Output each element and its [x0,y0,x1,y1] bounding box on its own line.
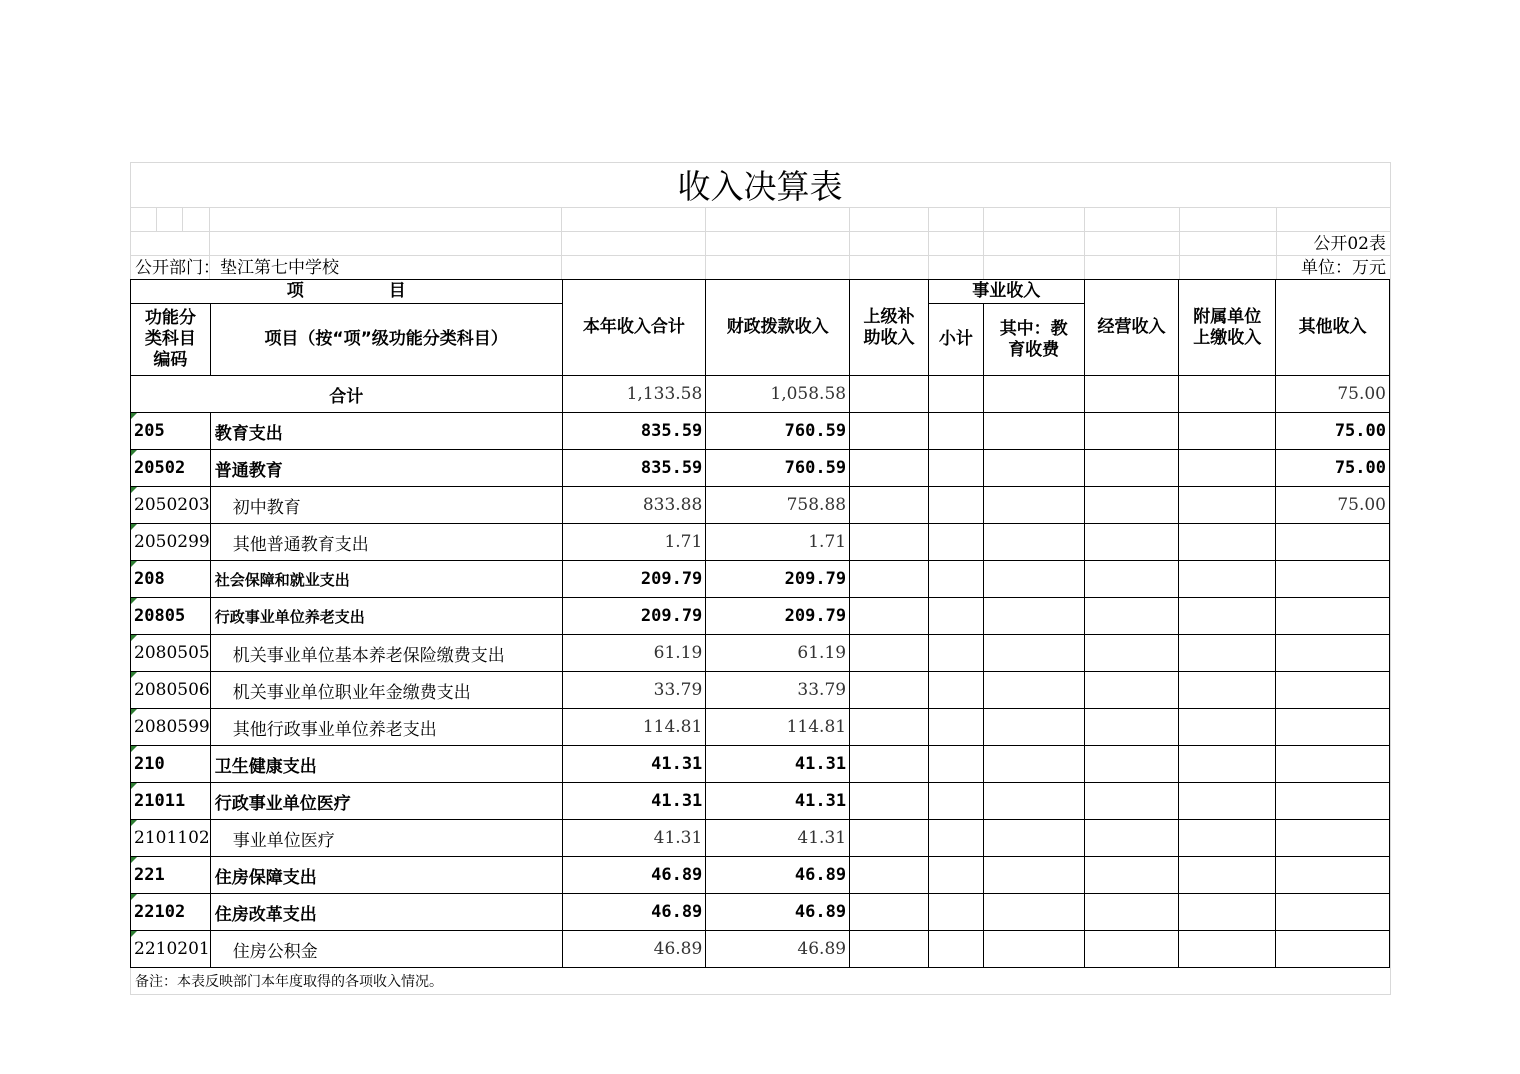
row-name: 教育支出 [210,413,562,450]
row-subtotal [928,450,983,487]
header-business: 经营收入 [1084,280,1179,376]
row-total: 33.79 [562,672,706,709]
row-code: 2050203 [131,487,211,524]
row-fiscal: 1.71 [706,524,850,561]
table-row [131,450,1390,487]
row-other [1276,561,1390,598]
row-total: 41.31 [562,746,706,783]
row-superior [850,413,929,450]
row-other [1276,598,1390,635]
row-code: 221 [131,857,211,894]
form-code: 公开02表 [1313,234,1386,254]
row-subtotal [928,709,983,746]
total-superior [850,376,929,413]
row-other: 75.00 [1276,450,1390,487]
row-fiscal: 46.89 [706,931,850,968]
table-row [131,413,1390,450]
row-subtotal [928,746,983,783]
gridline [156,207,157,231]
row-code: 21011 [131,783,211,820]
row-superior [850,524,929,561]
row-affiliated [1179,709,1276,746]
row-edu-fee [983,672,1084,709]
row-edu-fee [983,413,1084,450]
row-code: 2080599 [131,709,211,746]
row-superior [850,561,929,598]
gridline [1179,207,1180,279]
row-superior [850,635,929,672]
row-fiscal: 209.79 [706,598,850,635]
row-edu-fee [983,450,1084,487]
row-edu-fee [983,635,1084,672]
row-other [1276,857,1390,894]
row-total: 61.19 [562,635,706,672]
row-business [1084,857,1179,894]
row-name: 其他普通教育支出 [210,524,562,561]
row-affiliated [1179,561,1276,598]
row-affiliated [1179,487,1276,524]
row-code: 20805 [131,598,211,635]
row-edu-fee [983,524,1084,561]
row-business [1084,635,1179,672]
row-subtotal [928,487,983,524]
row-subtotal [928,672,983,709]
row-fiscal: 33.79 [706,672,850,709]
row-other [1276,672,1390,709]
row-business [1084,746,1179,783]
row-code: 20502 [131,450,211,487]
gridline [130,207,1390,208]
unit-label: 单位：万元 [1301,258,1386,278]
row-fiscal: 760.59 [706,450,850,487]
row-name: 行政事业单位养老支出 [210,598,562,635]
row-fiscal: 209.79 [706,561,850,598]
header-name: 项目（按“项”级功能分类科目） [210,304,562,376]
row-fiscal: 758.88 [706,487,850,524]
row-name: 卫生健康支出 [210,746,562,783]
row-edu-fee [983,746,1084,783]
row-affiliated [1179,746,1276,783]
row-fiscal: 114.81 [706,709,850,746]
row-superior [850,857,929,894]
row-edu-fee [983,931,1084,968]
row-other [1276,635,1390,672]
row-code: 2210201 [131,931,211,968]
row-edu-fee [983,598,1084,635]
row-affiliated [1179,635,1276,672]
row-name: 机关事业单位基本养老保险缴费支出 [210,635,562,672]
row-name: 其他行政事业单位养老支出 [210,709,562,746]
row-code: 205 [131,413,211,450]
row-code: 2101102 [131,820,211,857]
total-label: 合计 [131,376,563,413]
row-affiliated [1179,857,1276,894]
row-superior [850,894,929,931]
row-business [1084,524,1179,561]
row-fiscal: 41.31 [706,746,850,783]
table-row [131,598,1390,635]
row-other [1276,783,1390,820]
table-row [131,857,1390,894]
row-total: 209.79 [562,598,706,635]
row-name: 社会保障和就业支出 [210,561,562,598]
row-subtotal [928,561,983,598]
total-other: 75.00 [1276,376,1390,413]
total-affiliated [1179,376,1276,413]
row-other: 75.00 [1276,487,1390,524]
row-business [1084,561,1179,598]
row-subtotal [928,413,983,450]
row-subtotal [928,820,983,857]
footnote: 备注：本表反映部门本年度取得的各项收入情况。 [135,974,443,990]
row-edu-fee [983,487,1084,524]
table-row [131,672,1390,709]
row-superior [850,783,929,820]
row-total: 209.79 [562,561,706,598]
header-career-group: 事业收入 [928,280,1084,304]
header-total: 本年收入合计 [562,280,706,376]
row-affiliated [1179,783,1276,820]
header-edu-fee: 其中：教育收费 [983,304,1084,376]
row-total: 46.89 [562,931,706,968]
row-fiscal: 41.31 [706,820,850,857]
row-code: 210 [131,746,211,783]
row-business [1084,450,1179,487]
row-name: 住房公积金 [210,931,562,968]
header-fiscal: 财政拨款收入 [706,280,850,376]
row-subtotal [928,783,983,820]
row-name: 行政事业单位医疗 [210,783,562,820]
row-fiscal: 41.31 [706,783,850,820]
row-affiliated [1179,524,1276,561]
gridline [1084,207,1085,279]
row-total: 46.89 [562,857,706,894]
row-total: 833.88 [562,487,706,524]
row-superior [850,598,929,635]
row-subtotal [928,931,983,968]
row-affiliated [1179,598,1276,635]
table-row [131,635,1390,672]
row-business [1084,487,1179,524]
header-superior: 上级补助收入 [850,280,929,376]
total-total: 1,133.58 [562,376,706,413]
page-title: 收入决算表 [677,167,843,206]
header-code: 功能分类科目编码 [131,304,211,376]
table-row [131,820,1390,857]
row-affiliated [1179,894,1276,931]
row-name: 事业单位医疗 [210,820,562,857]
row-superior [850,820,929,857]
row-edu-fee [983,561,1084,598]
row-name: 初中教育 [210,487,562,524]
row-name: 普通教育 [210,450,562,487]
row-affiliated [1179,931,1276,968]
header-affiliated: 附属单位上缴收入 [1179,280,1276,376]
row-total: 114.81 [562,709,706,746]
row-total: 41.31 [562,820,706,857]
total-edu-fee [983,376,1084,413]
row-affiliated [1179,820,1276,857]
row-subtotal [928,894,983,931]
table-row [131,561,1390,598]
row-superior [850,709,929,746]
gridline [849,207,850,279]
gridline [130,255,1390,256]
row-business [1084,413,1179,450]
row-total: 41.31 [562,783,706,820]
row-other [1276,931,1390,968]
row-total: 835.59 [562,450,706,487]
row-name: 住房保障支出 [210,857,562,894]
row-fiscal: 61.19 [706,635,850,672]
row-total: 835.59 [562,413,706,450]
row-business [1084,672,1179,709]
row-business [1084,931,1179,968]
row-business [1084,820,1179,857]
row-code: 2080505 [131,635,211,672]
row-total: 46.89 [562,894,706,931]
total-business [1084,376,1179,413]
gridline [928,207,929,279]
gridline [561,207,562,279]
row-business [1084,598,1179,635]
table-row [131,783,1390,820]
row-fiscal: 46.89 [706,857,850,894]
spreadsheet-page [130,162,1390,994]
gridline [182,207,183,231]
row-other [1276,894,1390,931]
gridline [130,231,1390,232]
gridline [1276,207,1277,279]
gridline [983,207,984,279]
row-code: 2080506 [131,672,211,709]
table-row [131,709,1390,746]
row-code: 22102 [131,894,211,931]
row-name: 机关事业单位职业年金缴费支出 [210,672,562,709]
table-row [131,746,1390,783]
row-superior [850,931,929,968]
row-superior [850,487,929,524]
row-subtotal [928,857,983,894]
row-name: 住房改革支出 [210,894,562,931]
income-table [130,279,1390,968]
row-affiliated [1179,672,1276,709]
table-row [131,931,1390,968]
table-row [131,487,1390,524]
table-row [131,524,1390,561]
department-label: 公开部门：垫江第七中学校 [135,258,339,278]
row-superior [850,672,929,709]
row-code: 2050299 [131,524,211,561]
row-fiscal: 760.59 [706,413,850,450]
total-row [131,376,1390,413]
row-other [1276,746,1390,783]
row-affiliated [1179,450,1276,487]
row-business [1084,783,1179,820]
row-subtotal [928,598,983,635]
row-edu-fee [983,709,1084,746]
total-subtotal [928,376,983,413]
row-subtotal [928,635,983,672]
row-affiliated [1179,413,1276,450]
row-edu-fee [983,894,1084,931]
row-edu-fee [983,820,1084,857]
header-subtotal: 小计 [928,304,983,376]
total-fiscal: 1,058.58 [706,376,850,413]
header-item-group: 项 目 [131,280,563,304]
row-edu-fee [983,857,1084,894]
row-other: 75.00 [1276,413,1390,450]
row-other [1276,820,1390,857]
row-business [1084,894,1179,931]
row-business [1084,709,1179,746]
row-code: 208 [131,561,211,598]
row-fiscal: 46.89 [706,894,850,931]
table-row [131,894,1390,931]
row-superior [850,450,929,487]
row-total: 1.71 [562,524,706,561]
row-superior [850,746,929,783]
row-other [1276,709,1390,746]
header-other: 其他收入 [1276,280,1390,376]
gridline [705,207,706,279]
row-subtotal [928,524,983,561]
row-other [1276,524,1390,561]
row-edu-fee [983,783,1084,820]
